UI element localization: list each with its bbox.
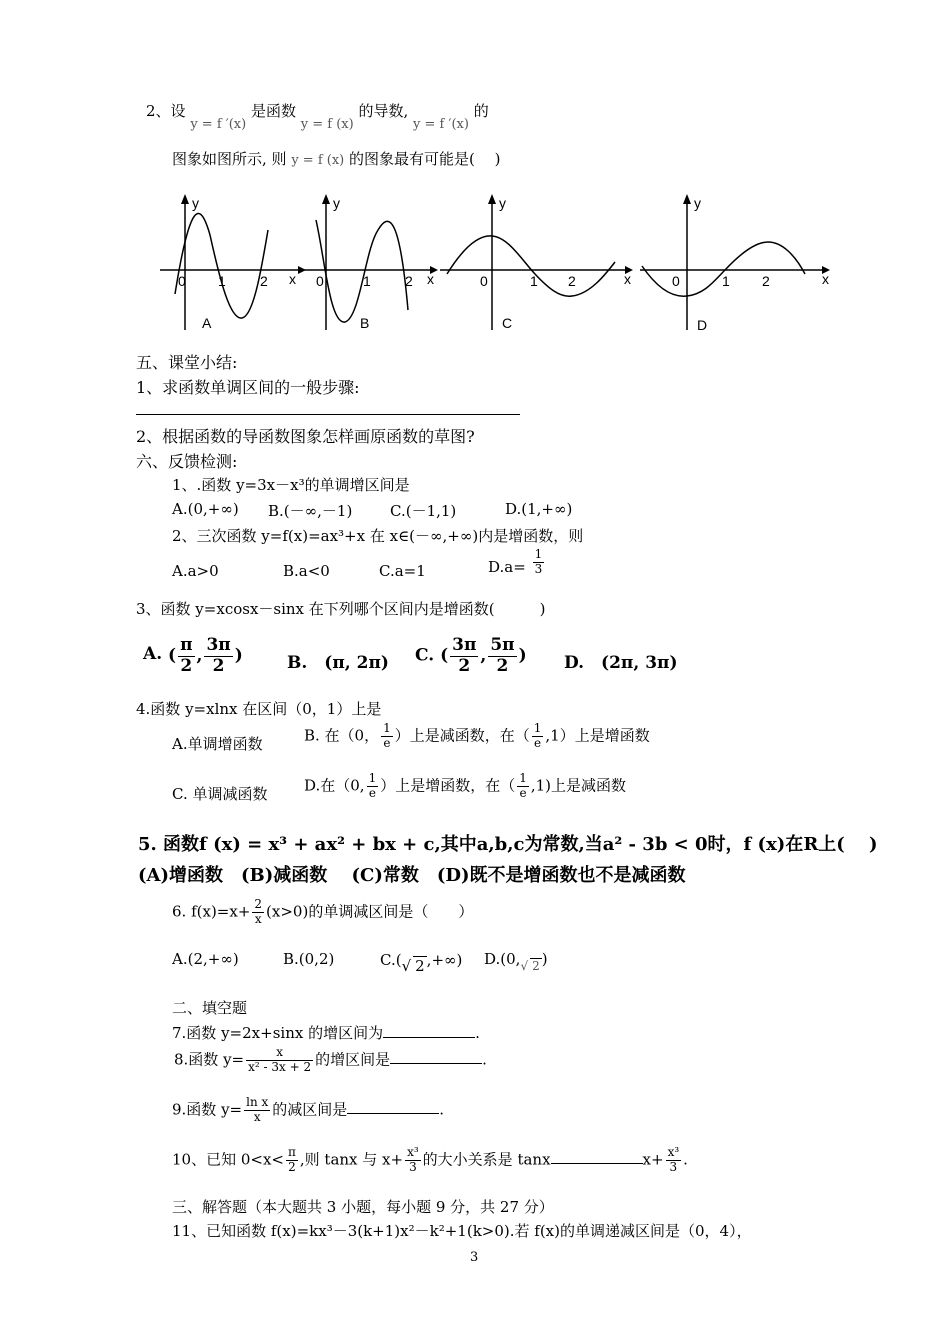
fb-q1-optA: A.(0,+∞) [172,500,239,518]
fb-q3-optC-d1: 2 [458,655,471,676]
graph-C-y: y [499,195,506,211]
fb-q4-optC: C. 单调减函数 [172,785,268,803]
fb-q1-stem: 1、.函数 y=3x－x³的单调增区间是 [172,476,410,494]
fill-q9-period: . [439,1100,445,1119]
q2-suffix: 的 [473,102,489,120]
fb-q6-optD-pre: D.(0, [484,950,521,968]
fb-q3-optC: C. ( $\frac{3\pi}{2}$ , $\frac{5\pi}{2}$ ) [415,635,527,676]
fb-q3-optC-frac1 [450,636,478,676]
fill-q10-tail: x+ [642,1150,664,1169]
fb-q4-optD-d2: e [519,785,527,800]
fill-q8-pre: 8.函数 y= [174,1050,245,1069]
fb-q4-optB-frac1 [381,722,393,751]
fill-heading: 二、填空题 [172,999,248,1017]
fb-q5-line2: (A)增函数 (B)减函数 (C)常数 (D)既不是增函数也不是减函数 [138,865,686,886]
q2-line2-prefix: 图象如图所示, 则 [172,150,287,168]
fill-q7-blank [383,1023,475,1038]
summary-item1: 1、求函数单调区间的一般步骤: [136,378,360,397]
fb-q6-optC-pre: C.( [380,951,402,969]
fill-q9-post: 的减区间是 [272,1100,348,1119]
graph-B-tick-0: 0 [316,273,324,289]
summary-answer-line [136,414,520,415]
fb-q4-optB-d2: e [534,735,542,750]
q2-prefix: 2、设 [146,102,186,120]
q2-fprime: y = f ′(x) [190,117,247,132]
fb-q4-optB-n2: 1 [533,721,542,735]
fb-q1-optB: B.(－∞,－1) [268,502,353,520]
graph-A-label: A [202,315,212,331]
q2-fprime2: y = f ′(x) [413,117,469,132]
fb-q3-optC-label: C. [415,645,435,666]
fb-q2-optA: A.a>0 [172,562,219,580]
fb-q3-optA-d2: 2 [212,655,225,676]
fb-q4-optD-frac2 [517,772,529,801]
fb-q4-stem: 4.函数 y=xlnx 在区间（0，1）上是 [136,700,382,718]
graph-C-tick-1: 1 [530,273,538,289]
fb-q3-stem: 3、函数 y=xcosx－sinx 在下列哪个区间内是增函数( ) [136,600,546,618]
fill-q7-period: . [475,1024,480,1042]
fb-q4-optB-mid: ）上是减函数，在（ [394,726,530,745]
q2-mid1: 是函数 [250,102,296,120]
fill-q10-frac1 [286,1146,298,1175]
graph-B [300,194,438,331]
fb-q6-optC [380,950,463,975]
fb-q2-optD-label: D.a= [488,558,526,577]
fb-q4-optD-d1: e [368,785,376,800]
fill-q8-frac [246,1046,313,1075]
q2-line2-suffix: 的图象最有可能是( ) [349,150,501,168]
fill-q8-post: 的增区间是 [315,1050,391,1069]
graph-A-y: y [192,195,199,211]
fb-q3-optA-n2: 3π [206,635,231,655]
fb-q2-stem: 2、三次函数 y=f(x)=ax³+x 在 x∈(－∞,+∞)内是增函数，则 [172,527,584,545]
fb-q6-optD-post: ) [541,950,548,968]
graph-D-y: y [694,195,701,211]
fb-q6-optD-root: 2 [532,959,540,973]
graph-B-tick-1: 1 [363,273,371,289]
fill-q10-frac3 [666,1146,682,1175]
graph-B-x: x [427,271,434,287]
graph-B-label: B [360,315,370,331]
fb-q3-optA-frac2 [204,636,232,676]
fill-q10-num3: x³ [667,1145,680,1159]
fb-q4-optD-frac1 [367,772,379,801]
page-number: 3 [470,1250,479,1265]
graph-A-tick-1: 1 [218,273,226,289]
fb-q3-optB: B. (π, 2π) [287,653,389,673]
fb-q4-optB-post: ,1）上是增函数 [545,726,650,745]
fb-q6-optC-root: 2 [415,957,425,975]
fill-q7-text: 7.函数 y=2x+sinx 的增区间为 [172,1024,384,1042]
solve-q11: 11、已知函数 f(x)=kx³－3(k+1)x²－k²+1(k>0).若 f(x)的单调递减区间是（0，4）， [172,1222,752,1240]
fb-q6-frac [252,898,264,927]
fill-q7 [172,1022,480,1043]
fb-q3-optA-d1: 2 [180,655,193,676]
fb-q2-optC: C.a=1 [379,562,426,580]
fill-q10-period: . [683,1150,688,1169]
solve-heading: 三、解答题（本大题共 3 小题，每小题 9 分，共 27 分） [172,1198,554,1216]
fb-q1-optC: C.(－1,1) [390,502,457,520]
fill-q10-den3: 3 [669,1159,678,1174]
fill-q10-frac2 [405,1146,421,1175]
fb-q6-optD-sqrt: √ 2 [520,959,540,973]
fb-q1-optD: D.(1,+∞) [505,500,573,518]
q2-line2 [172,148,501,169]
fill-q10-blank [551,1149,643,1164]
fill-q8-num: x [246,1046,313,1061]
fill-q10 [172,1146,688,1175]
fb-q2-optB: B.a<0 [283,562,330,580]
fill-q10-num2: x³ [407,1145,419,1159]
graph-D-label: D [697,317,708,333]
graph-C-tick-0: 0 [480,273,488,289]
graph-B-tick-2: 2 [405,273,413,289]
fill-q10-den2: 3 [409,1159,417,1174]
fill-q9-frac [244,1096,270,1125]
graph-D-tick-2: 2 [762,273,770,289]
fb-q4-optB [304,722,650,751]
graph-C [440,194,633,331]
fb-q6-pre: 6. f(x)=x+ [172,902,251,921]
fb-q3-optD: D. (2π, 3π) [564,653,678,673]
fb-q3-optA-label: A. [143,643,163,664]
fill-q10-mid2: 的大小关系是 tanx [422,1150,551,1169]
fb-q4-optB-pre: B. 在（0， [304,726,380,745]
fb-q4-optB-n1: 1 [383,721,391,735]
fb-q4-optD-n1: 1 [368,771,377,785]
q2-line2-f: y = f (x) [291,153,345,168]
fill-q10-num1: π [288,1145,296,1159]
fill-q10-den1: 2 [288,1159,296,1174]
fill-q9-den: x [253,1109,261,1124]
fb-q3-optC-frac2 [488,636,516,676]
fb-q4-optB-frac2 [532,722,544,751]
fb-q2-fraction [533,548,545,577]
fb-q4-optB-d1: e [383,735,391,750]
q2-line1 [146,100,489,132]
graph-A-x: x [289,271,296,287]
fb-q5-line1: 5. 函数f (x) = x³ + ax² + bx + c,其中a,b,c为常数,当a² - 3b < 0时，f (x)在R上( ) [138,834,878,855]
graph-C-tick-2: 2 [568,273,576,289]
fill-q8-blank [390,1049,482,1064]
fb-q2-frac-den: 3 [534,561,543,576]
fb-q6-optC-sqrt: √ 2 [401,957,425,975]
fb-q6-post: (x>0)的单调减区间是（ ） [266,902,474,921]
graph-C-label: C [502,315,513,331]
fb-q6-optD [484,950,548,973]
fill-q9-pre: 9.函数 y= [172,1100,243,1119]
fb-q3-optA: A. ( $\frac{\pi}{2}$ , $\frac{3\pi}{2}$ ) [143,635,243,676]
summary-item2: 2、根据函数的导函数图象怎样画原函数的草图? [136,427,475,446]
graph-A-tick-0: 0 [178,273,186,289]
fill-q9 [172,1096,444,1125]
fb-q3-optA-frac1 [178,636,194,676]
graph-A-tick-2: 2 [260,273,268,289]
graph-A [160,194,306,331]
graph-D-tick-1: 1 [722,273,730,289]
fb-q4-optD [304,772,626,801]
fb-q4-optD-mid: ）上是增函数，在（ [380,776,516,795]
fb-q2-frac-num: 1 [534,547,543,561]
fb-q6-optA: A.(2,+∞) [172,950,239,968]
feedback-heading: 六、反馈检测: [136,452,238,471]
fb-q3-optC-n2: 5π [490,635,515,655]
fill-q10-mid: ,则 tanx 与 x+ [299,1150,404,1169]
fb-q6-optC-post: ,+∞) [426,951,463,969]
fb-q3-optA-n1: π [180,635,193,655]
fb-q6-num: 2 [254,897,263,911]
fb-q4-optA: A.单调增函数 [172,735,263,753]
graph-D-x: x [822,271,829,287]
fb-q4-optD-n2: 1 [519,771,527,785]
fb-q6-den: x [254,911,262,926]
graph-D [640,194,830,333]
fill-q8-period: . [482,1050,487,1069]
fb-q3-optC-d2: 2 [496,655,509,676]
graph-B-y: y [333,195,340,211]
graph-C-x: x [624,271,631,287]
fill-q10-pre: 10、已知 0<x< [172,1150,284,1169]
summary-heading: 五、课堂小结: [136,353,238,372]
q2-f: y = f (x) [300,117,354,132]
fill-q9-num: ln x [246,1095,269,1109]
fill-q8-den: x² - 3x + 2 [248,1059,312,1074]
derivative-graphs [150,190,840,340]
q2-mid2: 的导数, [358,102,409,120]
fb-q4-optD-post: ,1)上是减函数 [530,776,627,795]
fill-q8 [174,1046,487,1075]
fb-q4-optD-pre: D.在（0, [304,776,365,795]
fb-q3-optC-n1: 3π [452,635,477,655]
graph-D-tick-0: 0 [672,273,680,289]
fb-q2-optD [488,548,546,577]
fb-q6-stem [172,898,473,927]
fill-q9-blank [347,1099,439,1114]
fb-q6-optB: B.(0,2) [283,950,335,968]
